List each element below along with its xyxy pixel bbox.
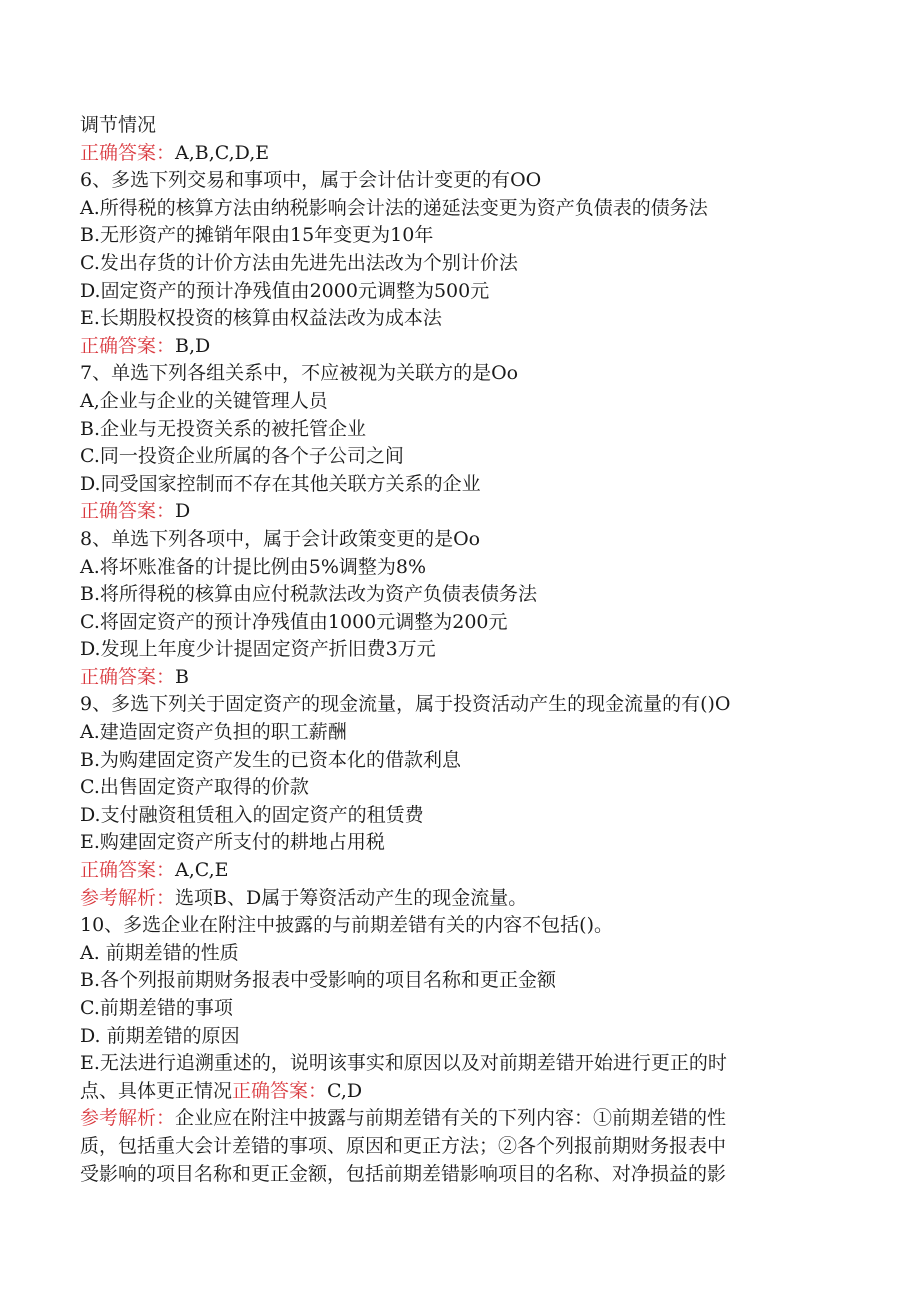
q9-analysis: 选项B、D属于筹资活动产生的现金流量。 xyxy=(175,886,528,909)
answer-label: 正确答案： xyxy=(232,1079,328,1102)
q10-option-b: B.各个列报前期财务报表中受影响的项目名称和更正金额 xyxy=(80,969,557,992)
q9-answer-line xyxy=(80,857,840,885)
q8-answer: B xyxy=(175,665,189,688)
q8-option-c: C.将固定资产的预计净残值由1000元调整为200元 xyxy=(80,610,508,633)
q10-option-d: D. 前期差错的原因 xyxy=(80,1024,240,1047)
q6-answer-line xyxy=(80,333,840,361)
q7-option-c: C.同一投资企业所属的各个子公司之间 xyxy=(80,445,404,468)
q10-option-e: E.无法进行追溯重述的，说明该事实和原因以及对前期差错开始进行更正的时 xyxy=(80,1052,727,1075)
answer-label: 正确答案： xyxy=(80,665,176,688)
q6-option-d: D.固定资产的预计净残值由2000元调整为500元 xyxy=(80,279,490,302)
answer-label: 正确答案： xyxy=(80,500,176,523)
q9-option-d: D.支付融资租赁租入的固定资产的租赁费 xyxy=(80,803,424,826)
q10-analysis-line-3: 受影响的项目名称和更正金额，包括前期差错影响项目的名称、对净损益的影 xyxy=(80,1162,727,1185)
document-page xyxy=(80,112,840,1188)
q10-analysis-line xyxy=(80,1105,840,1133)
q6-option-a: A.所得税的核算方法由纳税影响会计法的递延法变更为资产负债表的债务法 xyxy=(80,196,708,219)
q6-option-b: B.无形资产的摊销年限由15年变更为10年 xyxy=(80,224,434,247)
q7-answer: D xyxy=(175,500,191,523)
q8-option-d: D.发现上年度少计提固定资产折旧费3万元 xyxy=(80,638,436,661)
analysis-label: 参考解析： xyxy=(80,886,176,909)
q9-option-b: B.为购建固定资产发生的已资本化的借款利息 xyxy=(80,748,462,771)
q9-option-c: C.出售固定资产取得的价款 xyxy=(80,776,309,799)
q8-option-a: A.将坏账准备的计提比例由5%调整为8% xyxy=(80,555,427,578)
q9-answer: A,C,E xyxy=(175,859,229,882)
q10-answer: C,D xyxy=(327,1079,363,1102)
q7-answer-line xyxy=(80,498,840,526)
q9-analysis-line xyxy=(80,885,840,913)
q6-option-e: E.长期股权投资的核算由权益法改为成本法 xyxy=(80,307,442,330)
q6-option-c: C.发出存货的计价方法由先进先出法改为个别计价法 xyxy=(80,251,518,274)
q10-option-e-cont xyxy=(80,1078,840,1106)
q10-analysis-1: 企业应在附注中披露与前期差错有关的下列内容：①前期差错的性 xyxy=(175,1107,727,1130)
analysis-label: 参考解析： xyxy=(80,1107,176,1130)
q5-answer-line xyxy=(80,140,840,168)
q10-option-a: A. 前期差错的性质 xyxy=(80,941,239,964)
answer-label: 正确答案： xyxy=(80,141,176,164)
q5-answer: A,B,C,D,E xyxy=(175,141,270,164)
q6-stem: 6、多选下列交易和事项中，属于会计估计变更的有OO xyxy=(80,169,542,192)
q10-option-c: C.前期差错的事项 xyxy=(80,997,233,1019)
q7-option-a: A,企业与企业的关键管理人员 xyxy=(80,389,328,412)
q8-option-b: B.将所得税的核算由应付税款法改为资产负债表债务法 xyxy=(80,583,538,606)
q10-option-e-tail: 点、具体更正情况 xyxy=(80,1079,233,1102)
q10-analysis-line-2: 质，包括重大会计差错的事项、原因和更正方法；②各个列报前期财务报表中 xyxy=(80,1134,727,1157)
answer-label: 正确答案： xyxy=(80,859,176,882)
answer-label: 正确答案： xyxy=(80,334,176,357)
q8-stem: 8、单选下列各项中，属于会计政策变更的是Oo xyxy=(80,527,481,550)
q8-answer-line xyxy=(80,664,840,692)
q9-option-e: E.购建固定资产所支付的耕地占用税 xyxy=(80,831,385,854)
q7-stem: 7、单选下列各组关系中，不应被视为关联方的是Oo xyxy=(80,362,519,385)
q9-stem: 9、多选下列关于固定资产的现金流量，属于投资活动产生的现金流量的有()O xyxy=(80,693,731,716)
q7-option-d: D.同受国家控制而不存在其他关联方关系的企业 xyxy=(80,472,481,495)
q7-option-b: B.企业与无投资关系的被托管企业 xyxy=(80,417,367,440)
q6-answer: B,D xyxy=(175,334,211,357)
q9-option-a: A.建造固定资产负担的职工薪酬 xyxy=(80,721,347,744)
q10-stem: 10、多选企业在附注中披露的与前期差错有关的内容不包括()。 xyxy=(80,914,614,937)
intro-line: 调节情况 xyxy=(80,114,157,136)
